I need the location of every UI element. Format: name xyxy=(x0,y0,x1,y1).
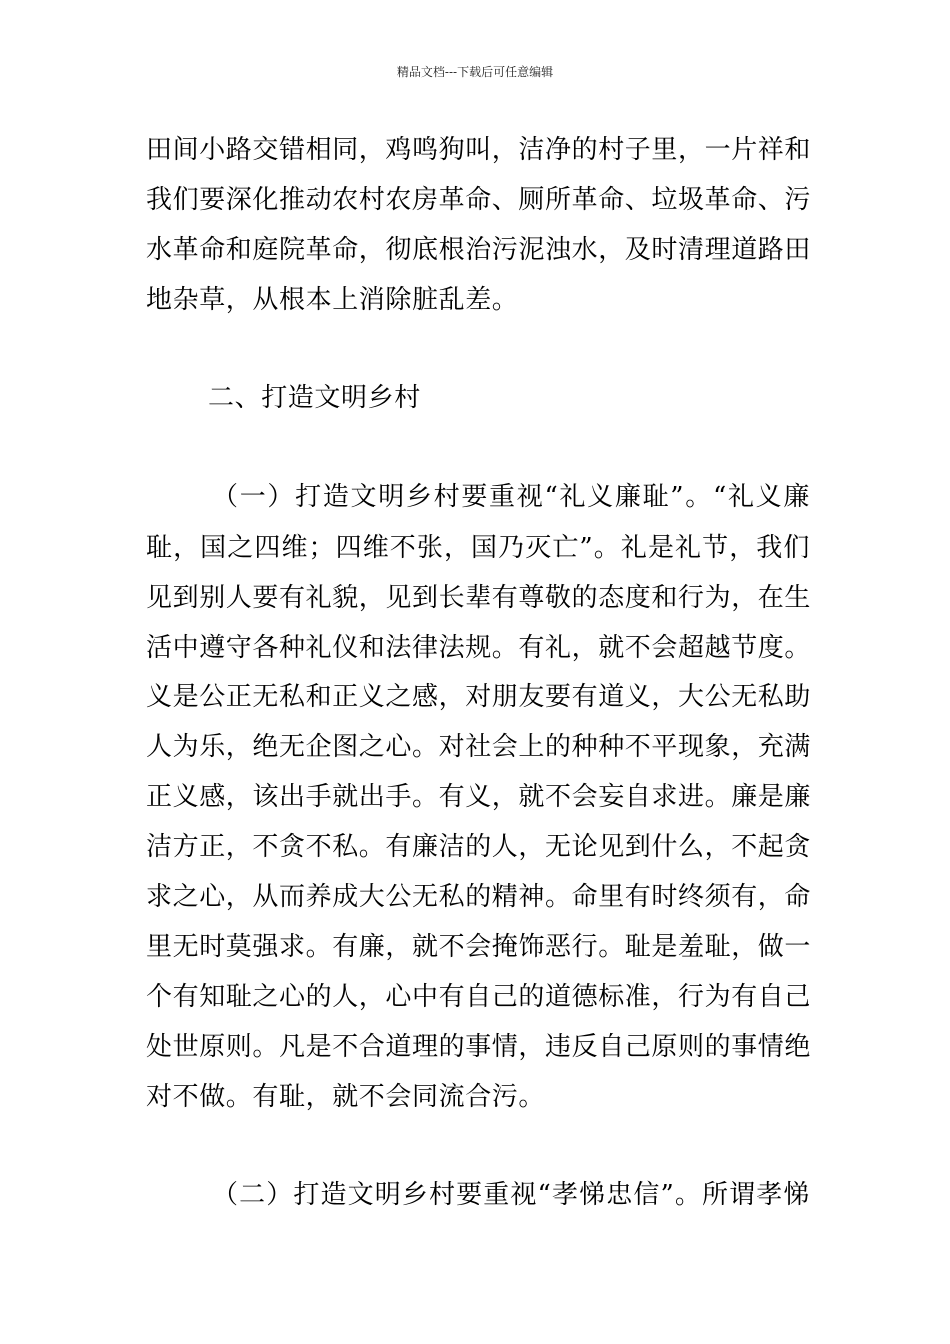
body-line: 义是公正无私和正义之感，对朋友要有道义，大公无私助 xyxy=(146,682,812,712)
body-line: 对不做。有耻，就不会同流合污。 xyxy=(146,1082,546,1112)
section-heading: 二、打造文明乡村 xyxy=(208,383,421,413)
body-line: 见到别人要有礼貌，见到长辈有尊敬的态度和行为，在生 xyxy=(146,583,812,613)
body-line: 人为乐，绝无企图之心。对社会上的种种不平现象，充满 xyxy=(146,732,812,762)
body-line: 活中遵守各种礼仪和法律法规。有礼，就不会超越节度。 xyxy=(146,633,812,663)
paragraph-first-line: （一）打造文明乡村要重视“礼义廉耻”。“礼义廉 xyxy=(212,482,810,512)
body-line: 地杂草，从根本上消除脏乱差。 xyxy=(146,285,519,315)
body-line: 洁方正，不贪不私。有廉洁的人，无论见到什么，不起贪 xyxy=(146,832,812,862)
body-line: 我们要深化推动农村农房革命、厕所革命、垃圾革命、污 xyxy=(146,185,812,215)
body-line: 水革命和庭院革命，彻底根治污泥浊水，及时清理道路田 xyxy=(146,235,812,265)
body-line: 求之心，从而养成大公无私的精神。命里有时终须有，命 xyxy=(146,882,812,912)
body-line: 正义感，该出手就出手。有义，就不会妄自求进。廉是廉 xyxy=(146,782,812,812)
paragraph-first-line: （二）打造文明乡村要重视“孝悌忠信”。所谓孝悌 xyxy=(212,1180,810,1210)
body-line: 田间小路交错相同，鸡鸣狗叫，洁净的村子里，一片祥和 xyxy=(146,135,812,165)
body-line: 耻，国之四维；四维不张，国乃灭亡”。礼是礼节，我们 xyxy=(146,533,810,563)
page-header: 精品文档---下载后可任意编辑 xyxy=(396,65,554,79)
body-line: 个有知耻之心的人，心中有自己的道德标准，行为有自己 xyxy=(146,982,812,1012)
body-line: 里无时莫强求。有廉，就不会掩饰恶行。耻是羞耻，做一 xyxy=(146,932,812,962)
body-line: 处世原则。凡是不合道理的事情，违反自己原则的事情绝 xyxy=(146,1032,812,1062)
